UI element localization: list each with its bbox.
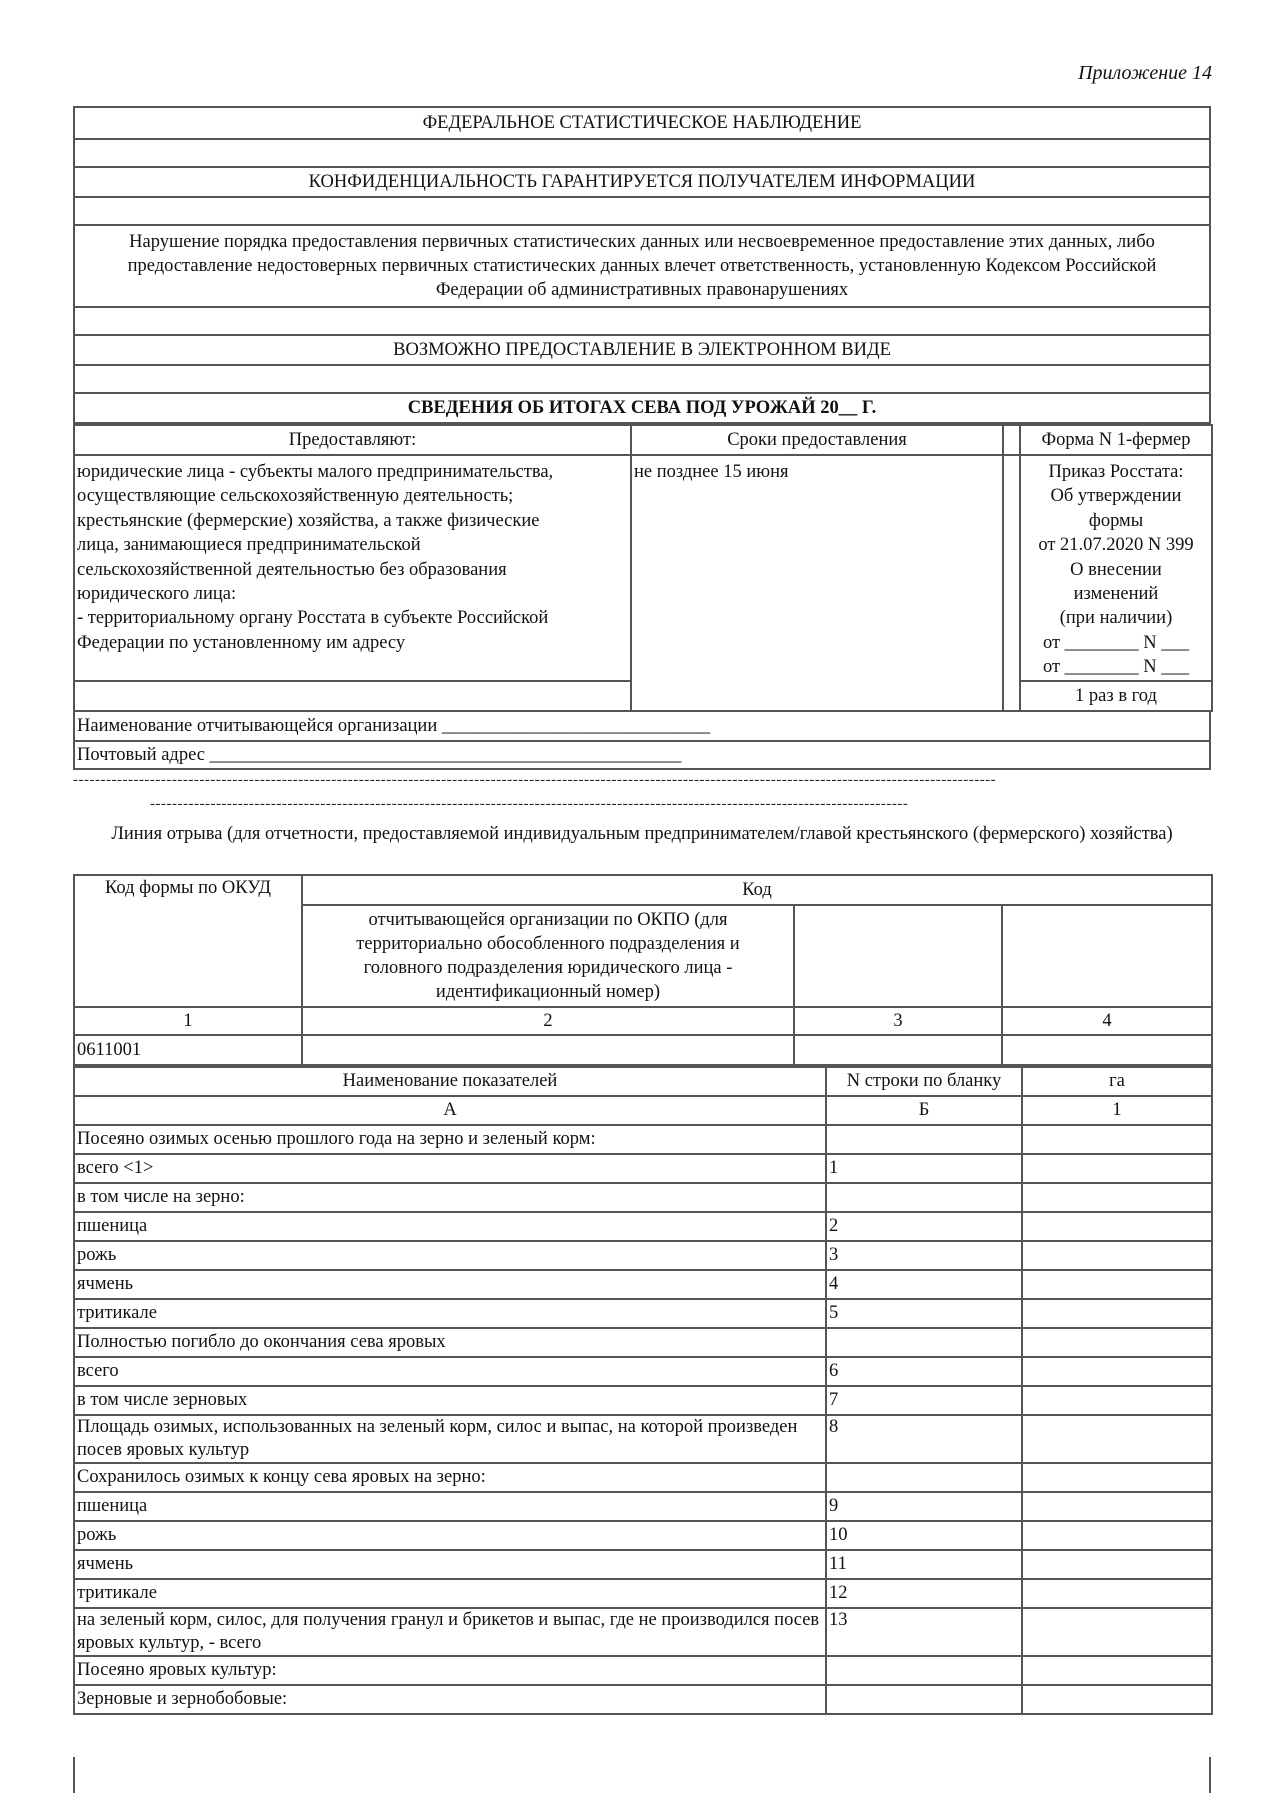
deadline-text: не позднее 15 июня bbox=[631, 455, 1003, 711]
line-number bbox=[826, 1463, 1022, 1492]
spacer-cell bbox=[1003, 455, 1020, 711]
table-row bbox=[74, 1608, 1212, 1656]
blank-row bbox=[74, 307, 1210, 335]
code-field[interactable] bbox=[1002, 1035, 1212, 1065]
line-number bbox=[826, 1183, 1022, 1212]
order-line: от ________ N ___ bbox=[1042, 632, 1190, 653]
line-number: 1 bbox=[826, 1154, 1022, 1183]
column-number: 1 bbox=[74, 1007, 302, 1035]
hectares-value-field[interactable] bbox=[1022, 1270, 1212, 1299]
hectares-value-field[interactable] bbox=[1022, 1241, 1212, 1270]
table-continuation-left bbox=[73, 1757, 75, 1793]
table-row bbox=[74, 1270, 1212, 1299]
order-line: изменений bbox=[1073, 584, 1159, 605]
blank-cell bbox=[1002, 905, 1212, 1007]
table-row bbox=[74, 1386, 1212, 1415]
frequency: 1 раз в год bbox=[1020, 681, 1212, 711]
line-number: 7 bbox=[826, 1386, 1022, 1415]
indicator-name: на зеленый корм, силос, для получения гранул и брикетов и выпас, где не производился посев яровых культур, - всего bbox=[74, 1608, 826, 1656]
okud-value: 0611001 bbox=[74, 1035, 302, 1065]
code-field[interactable] bbox=[794, 1035, 1002, 1065]
hectares-header: га bbox=[1022, 1067, 1212, 1096]
indicator-name: пшеница bbox=[74, 1492, 826, 1521]
form-title: СВЕДЕНИЯ ОБ ИТОГАХ СЕВА ПОД УРОЖАЙ 20__ Г. bbox=[74, 393, 1210, 423]
column-letter: А bbox=[74, 1096, 826, 1125]
confidentiality-heading: КОНФИДЕНЦИАЛЬНОСТЬ ГАРАНТИРУЕТСЯ ПОЛУЧАТЕЛЕМ ИНФОРМАЦИИ bbox=[74, 167, 1210, 197]
table-row bbox=[74, 1357, 1212, 1386]
table-row bbox=[74, 1125, 1212, 1154]
table-row bbox=[74, 1328, 1212, 1357]
line-number: 11 bbox=[826, 1550, 1022, 1579]
header-table bbox=[73, 106, 1211, 424]
blank-row bbox=[74, 365, 1210, 393]
order-line: (при наличии) bbox=[1059, 608, 1173, 629]
indicator-name: всего <1> bbox=[74, 1154, 826, 1183]
indicator-name: всего bbox=[74, 1357, 826, 1386]
blank-cell bbox=[74, 681, 631, 711]
spacer-cell bbox=[1003, 425, 1020, 455]
deadline-header: Сроки предоставления bbox=[631, 425, 1003, 455]
who-line: юридические лица - субъекты малого предпринимательства, bbox=[77, 462, 554, 482]
indicator-name: Посеяно озимых осенью прошлого года на зерно и зеленый корм: bbox=[74, 1125, 826, 1154]
tear-line: ------------------------------------------------------------------------------------------------------------------------------------------------------------------------ bbox=[73, 772, 997, 788]
order-info bbox=[1020, 455, 1212, 681]
indicator-name: рожь bbox=[74, 1521, 826, 1550]
line-number: 12 bbox=[826, 1579, 1022, 1608]
codes-table bbox=[73, 874, 1213, 1066]
org-table bbox=[73, 710, 1211, 770]
indicator-name: ячмень bbox=[74, 1550, 826, 1579]
table-row bbox=[74, 1154, 1212, 1183]
indicators-table bbox=[73, 1066, 1213, 1715]
tear-line-note: Линия отрыва (для отчетности, предоставляемой индивидуальным предпринимателем/главой крестьянского (фермерского) хозяйства) bbox=[111, 824, 1173, 844]
indicator-name: пшеница bbox=[74, 1212, 826, 1241]
who-line: крестьянские (фермерские) хозяйства, а также физические bbox=[77, 510, 540, 531]
indicator-name: рожь bbox=[74, 1241, 826, 1270]
line-number: 6 bbox=[826, 1357, 1022, 1386]
line-number-header: N строки по бланку bbox=[826, 1067, 1022, 1096]
hectares-value-field[interactable] bbox=[1022, 1521, 1212, 1550]
org-name-field[interactable]: Наименование отчитывающейся организации _____________________________ bbox=[74, 711, 1210, 741]
table-row bbox=[74, 1550, 1212, 1579]
table-row bbox=[74, 1415, 1212, 1463]
indicator-name: Сохранилось озимых к концу сева яровых на зерно: bbox=[74, 1463, 826, 1492]
table-row bbox=[74, 1212, 1212, 1241]
column-number: 1 bbox=[1022, 1096, 1212, 1125]
order-line: формы bbox=[1088, 510, 1144, 531]
hectares-value-field[interactable] bbox=[1022, 1125, 1212, 1154]
who-submits-header: Предоставляют: bbox=[74, 425, 631, 455]
table-row bbox=[74, 1492, 1212, 1521]
postal-address-field[interactable]: Почтовый адрес ___________________________________________________ bbox=[74, 741, 1210, 769]
indicator-name: в том числе зерновых bbox=[74, 1386, 826, 1415]
line-number: 8 bbox=[826, 1415, 1022, 1463]
line-number: 3 bbox=[826, 1241, 1022, 1270]
hectares-value-field[interactable] bbox=[1022, 1685, 1212, 1714]
hectares-value-field[interactable] bbox=[1022, 1415, 1212, 1463]
form-number: Форма N 1-фермер bbox=[1020, 425, 1212, 455]
table-continuation-right bbox=[1209, 1757, 1211, 1793]
table-row bbox=[74, 1241, 1212, 1270]
okpo-header: отчитывающейся организации по ОКПО (для территориально обособленного подразделения и головного подразделения юридического лица - идентификационный номер) bbox=[302, 905, 794, 1007]
hectares-value-field[interactable] bbox=[1022, 1492, 1212, 1521]
indicator-name: Полностью погибло до окончания сева яровых bbox=[74, 1328, 826, 1357]
tear-line: ------------------------------------------------------------------------------------------------------------------------------------------ bbox=[150, 796, 909, 812]
federal-observation-heading: ФЕДЕРАЛЬНОЕ СТАТИСТИЧЕСКОЕ НАБЛЮДЕНИЕ bbox=[74, 107, 1210, 139]
who-line: лица, занимающиеся предпринимательской bbox=[77, 535, 421, 556]
line-number: 10 bbox=[826, 1521, 1022, 1550]
hectares-value-field[interactable] bbox=[1022, 1579, 1212, 1608]
line-number: 5 bbox=[826, 1299, 1022, 1328]
appendix-label: Приложение 14 bbox=[1078, 62, 1212, 84]
hectares-value-field[interactable] bbox=[1022, 1328, 1212, 1357]
column-number: 4 bbox=[1002, 1007, 1212, 1035]
table-row bbox=[74, 1685, 1212, 1714]
indicator-name: тритикале bbox=[74, 1299, 826, 1328]
line-number: 4 bbox=[826, 1270, 1022, 1299]
order-line: Об утверждении bbox=[1050, 486, 1182, 507]
okud-header: Код формы по ОКУД bbox=[74, 875, 302, 1007]
indicator-name: Зерновые и зернобобовые: bbox=[74, 1685, 826, 1714]
hectares-value-field[interactable] bbox=[1022, 1656, 1212, 1685]
line-number: 9 bbox=[826, 1492, 1022, 1521]
column-number: 2 bbox=[302, 1007, 794, 1035]
line-number: 2 bbox=[826, 1212, 1022, 1241]
submission-table bbox=[73, 424, 1213, 712]
code-header: Код bbox=[302, 875, 1212, 905]
order-line: Приказ Росстата: bbox=[1048, 462, 1184, 482]
line-number bbox=[826, 1328, 1022, 1357]
blank-row bbox=[74, 197, 1210, 225]
indicator-name: Посеяно яровых культур: bbox=[74, 1656, 826, 1685]
hectares-value-field[interactable] bbox=[1022, 1183, 1212, 1212]
line-number bbox=[826, 1125, 1022, 1154]
violation-notice: Нарушение порядка предоставления первичных статистических данных или несвоевременное предоставление этих данных, либо предоставление недостоверных первичных статистических данных влечет ответственность, установленную Кодексом Российской Федерации об административных правонарушениях bbox=[74, 225, 1210, 307]
electronic-submission-heading: ВОЗМОЖНО ПРЕДОСТАВЛЕНИЕ В ЭЛЕКТРОННОМ ВИДЕ bbox=[74, 335, 1210, 365]
who-line: юридического лица: bbox=[77, 584, 237, 605]
who-line: Федерации по установленному им адресу bbox=[77, 632, 406, 653]
blank-row bbox=[74, 139, 1210, 167]
table-row bbox=[74, 1656, 1212, 1685]
line-number bbox=[826, 1656, 1022, 1685]
order-line: от 21.07.2020 N 399 bbox=[1038, 535, 1194, 556]
who-line: сельскохозяйственной деятельностью без образования bbox=[77, 559, 507, 580]
who-line: - территориальному органу Росстата в субъекте Российской bbox=[77, 608, 549, 629]
hectares-value-field[interactable] bbox=[1022, 1154, 1212, 1183]
hectares-value-field[interactable] bbox=[1022, 1463, 1212, 1492]
blank-cell bbox=[794, 905, 1002, 1007]
hectares-value-field[interactable] bbox=[1022, 1212, 1212, 1241]
hectares-value-field[interactable] bbox=[1022, 1386, 1212, 1415]
line-number: 13 bbox=[826, 1608, 1022, 1656]
order-line: О внесении bbox=[1070, 559, 1162, 580]
table-row bbox=[74, 1521, 1212, 1550]
table-row bbox=[74, 1299, 1212, 1328]
column-number: 3 bbox=[794, 1007, 1002, 1035]
okpo-value-field[interactable] bbox=[302, 1035, 794, 1065]
who-submits-text bbox=[74, 455, 631, 681]
hectares-value-field[interactable] bbox=[1022, 1357, 1212, 1386]
order-line: от ________ N ___ bbox=[1042, 657, 1190, 678]
table-row bbox=[74, 1463, 1212, 1492]
indicator-name: ячмень bbox=[74, 1270, 826, 1299]
column-letter: Б bbox=[826, 1096, 1022, 1125]
indicator-name: Площадь озимых, использованных на зеленый корм, силос и выпас, на которой произведен посев яровых культур bbox=[74, 1415, 826, 1463]
hectares-value-field[interactable] bbox=[1022, 1550, 1212, 1579]
line-number bbox=[826, 1685, 1022, 1714]
indicator-name: в том числе на зерно: bbox=[74, 1183, 826, 1212]
hectares-value-field[interactable] bbox=[1022, 1608, 1212, 1656]
table-row bbox=[74, 1579, 1212, 1608]
who-line: осуществляющие сельскохозяйственную деятельность; bbox=[77, 486, 514, 507]
indicator-name: тритикале bbox=[74, 1579, 826, 1608]
hectares-value-field[interactable] bbox=[1022, 1299, 1212, 1328]
table-row bbox=[74, 1183, 1212, 1212]
indicator-name-header: Наименование показателей bbox=[74, 1067, 826, 1096]
